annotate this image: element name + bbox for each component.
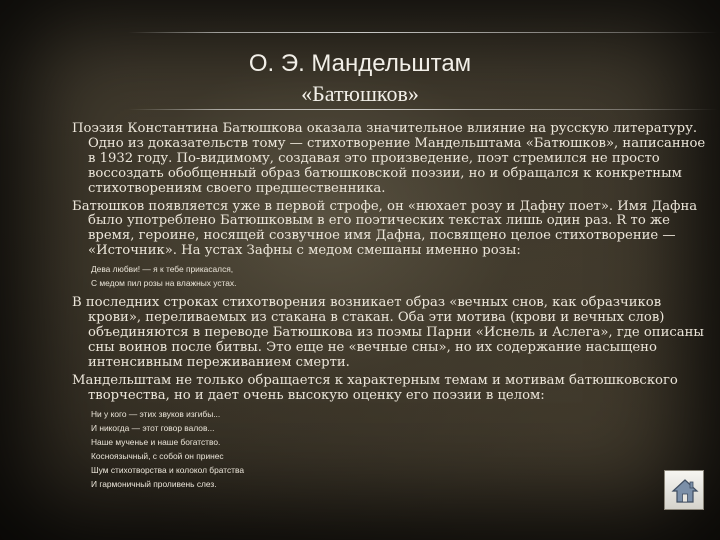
title-top-rule: [128, 32, 718, 33]
home-icon: [670, 476, 700, 506]
quote-line: И никогда — этот говор валов...: [91, 422, 215, 433]
slide-title: О. Э. Мандельштам: [248, 50, 472, 77]
quote-line: Дева любви! — я к тебе прикасался,: [91, 264, 234, 275]
paragraph-4: Мандельштам не только обращается к характерным темам и мотивам батюшковского творчества, но и дает очень высокую оценку его поэзии в целом:: [72, 372, 678, 403]
paragraph-3: В последних строках стихотворения возникает образ «вечных снов, как образчиков крови», переливаемых из стакана в стакан. Оба эти мотива (крови и вечных слов) объединяются в переводе Батюшкова из поэмы Парни «Иснель и Аслега», где описаны сны воинов после битвы. Это еще не «вечные сны», но их содержание насыщено интенсивным переживанием смерти.: [72, 295, 704, 370]
quote-line: Косноязычный, с собой он принес: [91, 450, 224, 461]
quote-line: И гармоничный проливень слез.: [91, 478, 217, 489]
paragraph-1: Поэзия Константина Батюшкова оказала значительное влияние на русскую литературу. Одно из доказательств тому — стихотворение Мандельштама «Батюшков», написанное в 1932 году. По-видимому, создавая это произведение, поэт стремился не просто воссоздать обобщенный образ батюшковской поэзии, но и обращался к конкретным стихотворениям своего предшественника.: [72, 121, 706, 196]
quote-line: Шум стихотворства и колокол братства: [91, 464, 245, 475]
quote-line: Наше мученье и наше богатство.: [91, 436, 221, 447]
quote-block-1: [72, 262, 712, 290]
quote-line: С медом пил розы на влажных устах.: [91, 278, 237, 289]
home-button[interactable]: [664, 470, 704, 510]
slide-body: [72, 122, 712, 497]
paragraph-2: Батюшков появляется уже в первой строфе, он «нюхает розу и Дафну поет». Имя Дафна было употреблено Батюшковым в его поэтических текстах лишь один раз. R то же время, героине, носящей созвучное имя Дафна, посвящено целое стихотворение — «Источник». На устах Зафны с медом смешаны именно розы:: [72, 198, 698, 259]
quote-line: Ни у кого — этих звуков изгибы...: [91, 408, 221, 419]
title-bottom-rule: [128, 109, 718, 110]
slide-subtitle: «Батюшков»: [301, 81, 419, 106]
quote-block-2: [72, 407, 712, 491]
